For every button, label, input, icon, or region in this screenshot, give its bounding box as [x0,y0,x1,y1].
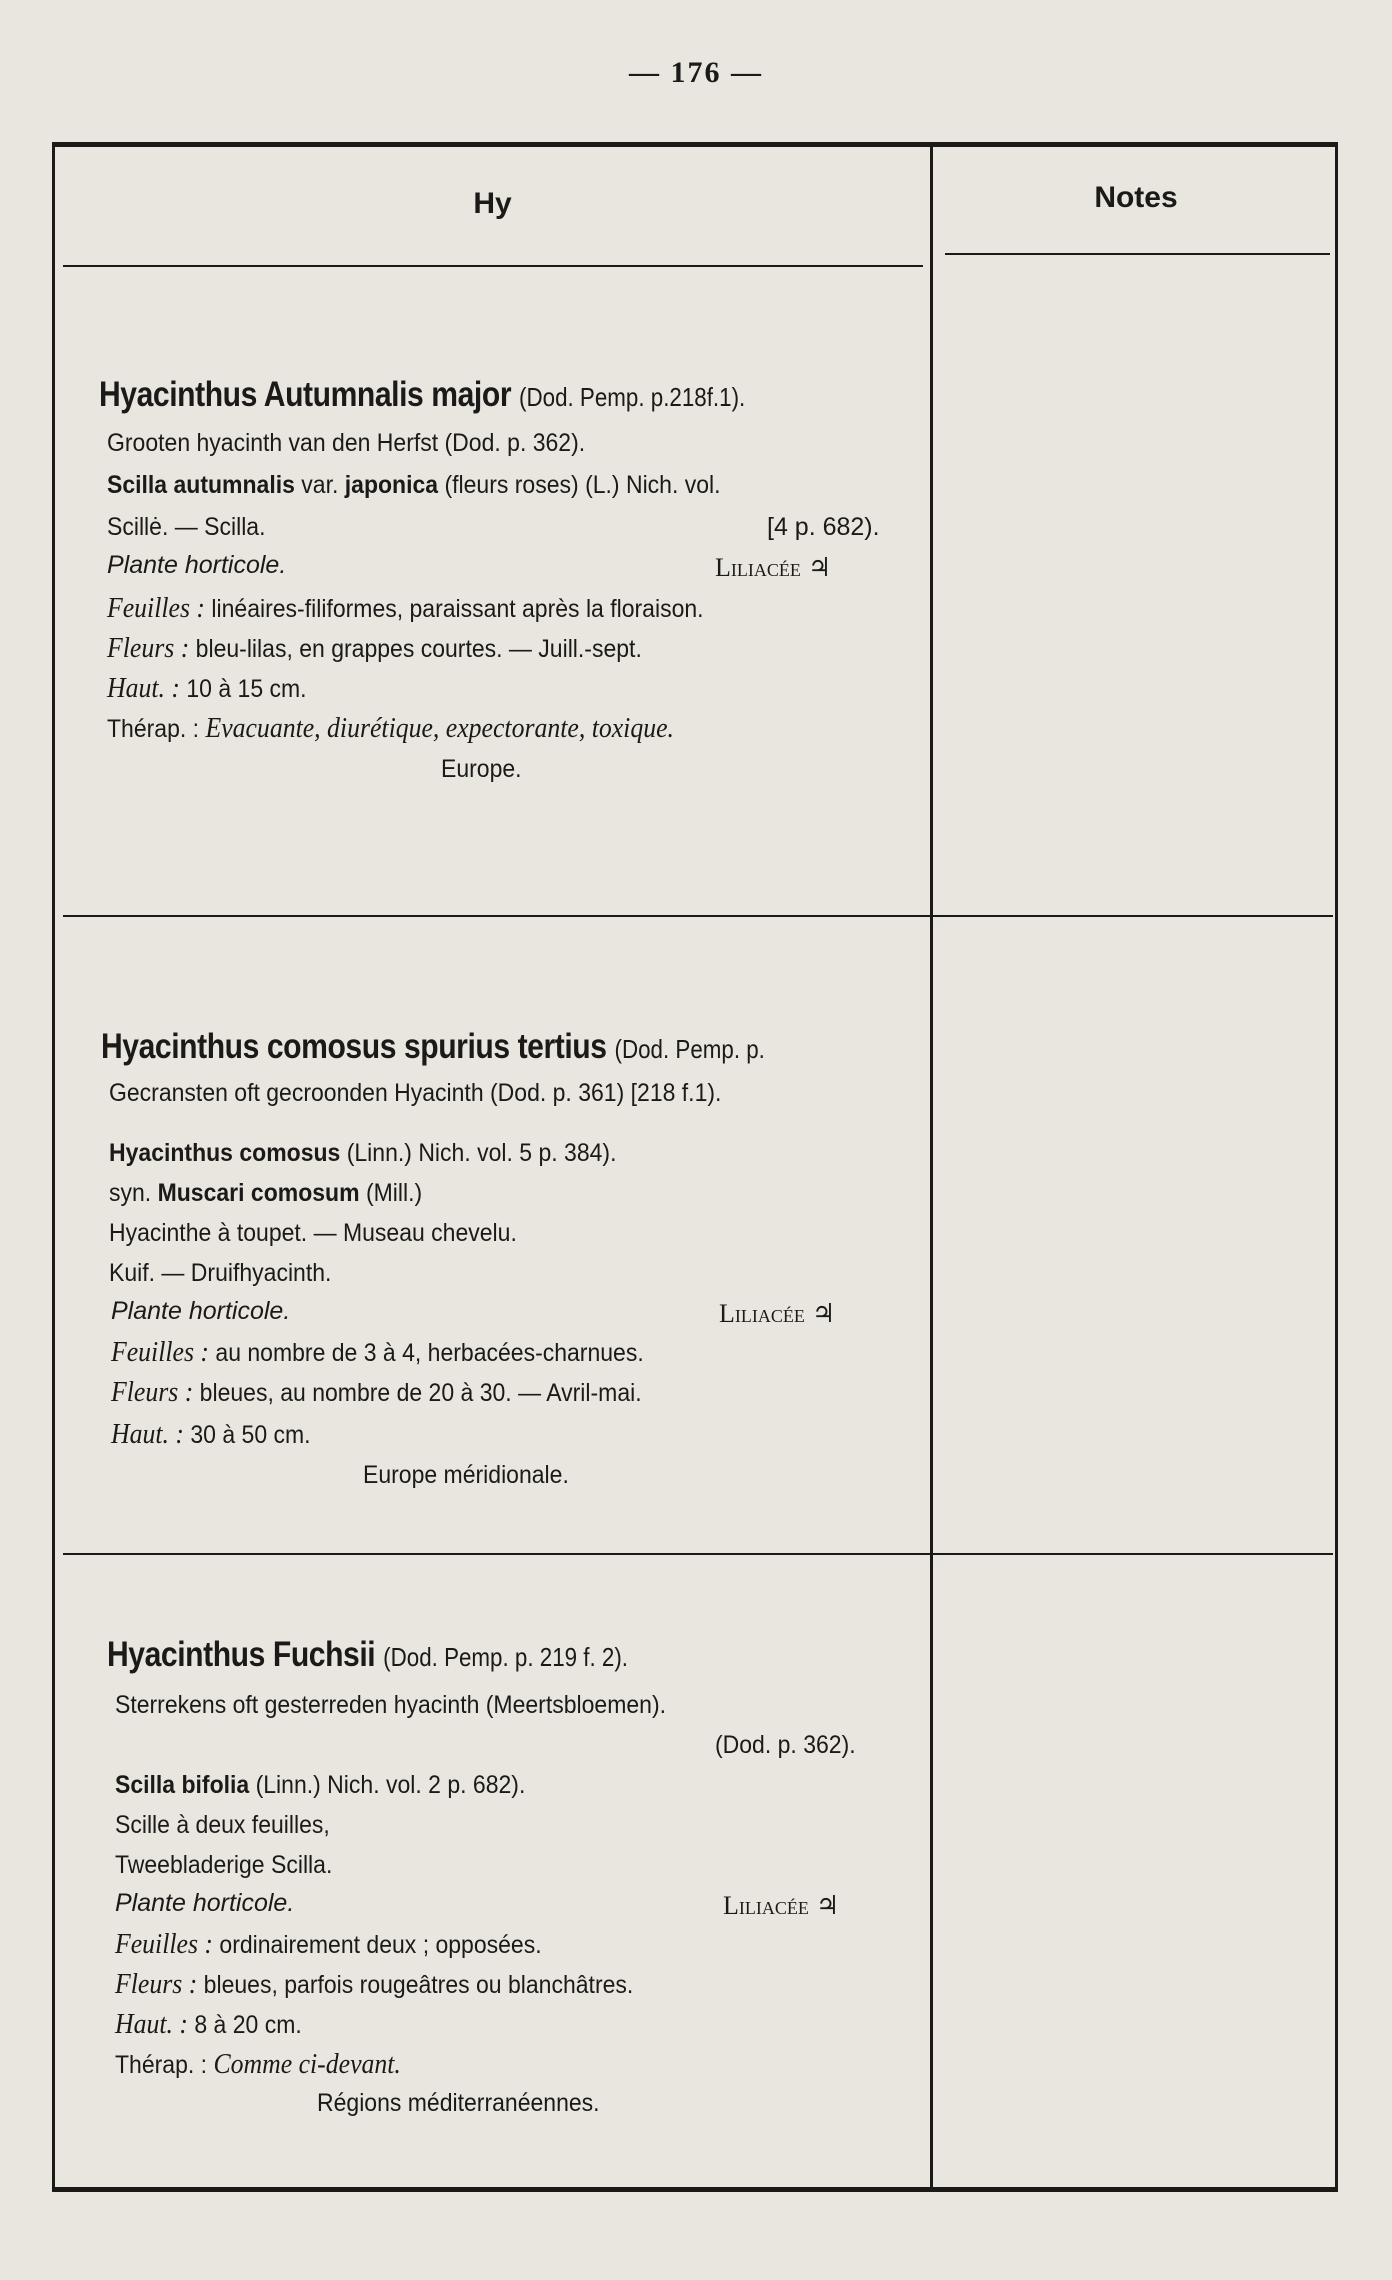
common-name-fr: Hyacinthe à toupet. — Museau chevelu. [109,1219,517,1247]
family: Liliacée ♃ [723,1891,840,1921]
plant-label: Plante horticole. [111,1297,291,1325]
header-hy: Hy [473,187,512,220]
entry-divider [63,1553,1333,1555]
table-header [55,147,1335,267]
dutch-name: Sterrekens oft gesterreden hyacinth (Meertsbloemen). [115,1691,666,1719]
family: Liliacée ♃ [715,553,832,583]
leaves: Feuilles : ordinairement deux ; opposées. [115,1929,542,1960]
synonym-2: syn. Muscari comosum (Mill.) [109,1179,423,1207]
plant-label: Plante horticole. [107,551,287,579]
height: Haut. : 8 à 20 cm. [115,2009,302,2040]
therapeutic: Thérap. : Comme ci-devant. [115,2049,401,2080]
family: Liliacée ♃ [719,1299,836,1329]
synonym: Scilla autumnalis var. japonica (fleurs roses) (L.) Nich. vol. [107,471,721,499]
dutch-reference: (Dod. p. 362). [715,1731,856,1759]
leaves: Feuilles : au nombre de 3 à 4, herbacées-charnues. [111,1337,644,1368]
page-number: — 176 — [629,56,763,89]
dutch-name: Grooten hyacinth van den Herfst (Dod. p. 362). [107,429,586,457]
entry-divider [63,915,1333,917]
flowers: Fleurs : bleu-lilas, en grappes courtes. — Juill.-sept. [107,633,642,664]
plant-label: Plante horticole. [115,1889,295,1917]
height: Haut. : 10 à 15 cm. [107,673,307,704]
header-rule-left [63,265,923,267]
height: Haut. : 30 à 50 cm. [111,1419,311,1450]
common-name-fr: Scille à deux feuilles, [115,1811,330,1839]
leaves: Feuilles : linéaires-filiformes, paraissant après la floraison. [107,593,704,624]
common-name: Scillė. — Scilla. [107,513,266,541]
therapeutic: Thérap. : Evacuante, diurétique, expectorante, toxique. [107,713,674,744]
region: Régions méditerranéennes. [317,2089,600,2117]
header-notes: Notes [1094,181,1178,214]
entry-title: Hyacinthus comosus spurius tertius (Dod. Pemp. p. [101,1027,765,1066]
synonym: Scilla bifolia (Linn.) Nich. vol. 2 p. 682). [115,1771,526,1799]
header-rule-right [945,253,1330,255]
flowers: Fleurs : bleues, parfois rougeâtres ou blanchâtres. [115,1969,634,2000]
synonym: Hyacinthus comosus (Linn.) Nich. vol. 5 p. 384). [109,1139,617,1167]
common-name-nl: Tweebladerige Scilla. [115,1851,333,1879]
dutch-name: Gecransten oft gecroonden Hyacinth (Dod. p. 361) [218 f.1). [109,1079,722,1107]
common-name-nl: Kuif. — Druifhyacinth. [109,1259,332,1287]
catalog-table [52,142,1338,2192]
entry-title: Hyacinthus Autumnalis major (Dod. Pemp. p.218f.1). [99,375,746,414]
flowers: Fleurs : bleues, au nombre de 20 à 30. — Avril-mai. [111,1377,642,1408]
entry-title: Hyacinthus Fuchsii (Dod. Pemp. p. 219 f. 2). [107,1635,629,1674]
column-divider [930,147,933,2187]
region: Europe méridionale. [363,1461,569,1489]
reference-continued: [4 p. 682). [767,513,880,541]
region: Europe. [441,755,522,783]
